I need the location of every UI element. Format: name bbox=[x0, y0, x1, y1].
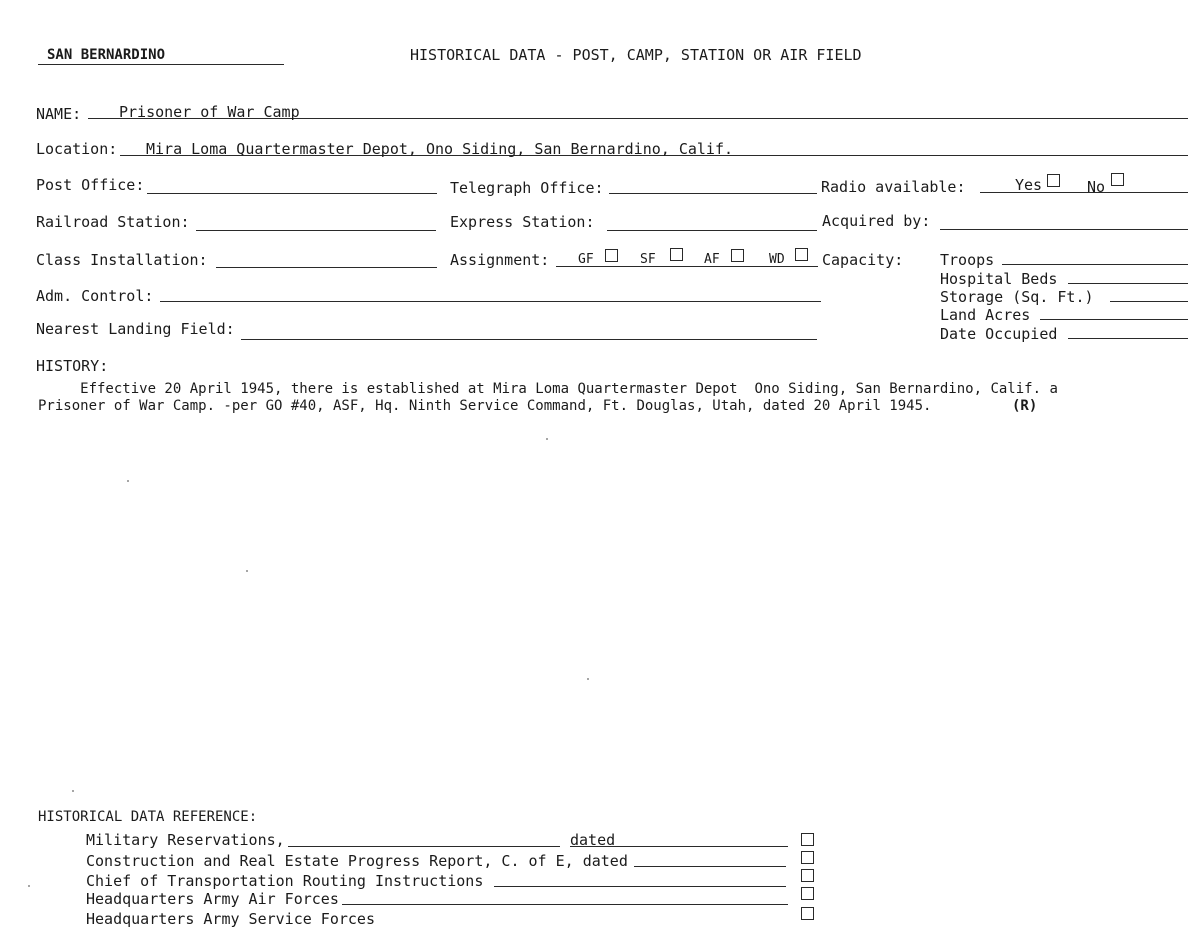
location-label: Location: bbox=[36, 140, 118, 158]
assign-wd-checkbox[interactable] bbox=[795, 248, 808, 261]
history-label: HISTORY: bbox=[36, 357, 109, 375]
ref-air-checkbox[interactable] bbox=[801, 887, 814, 900]
adm-control-line bbox=[160, 301, 821, 302]
ref-transport-checkbox[interactable] bbox=[801, 869, 814, 882]
assign-af-checkbox[interactable] bbox=[731, 249, 744, 262]
ref-transport-label: Chief of Transportation Routing Instructions bbox=[86, 872, 484, 890]
radio-yes-checkbox[interactable] bbox=[1047, 174, 1060, 187]
acquired-line bbox=[940, 229, 1188, 230]
express-line bbox=[607, 230, 817, 231]
name-value: Prisoner of War Camp bbox=[119, 103, 300, 121]
landing-field-line bbox=[241, 339, 817, 340]
landing-field-label: Nearest Landing Field: bbox=[36, 320, 235, 338]
assign-sf-checkbox[interactable] bbox=[670, 248, 683, 261]
post-office-line bbox=[147, 193, 437, 194]
assign-sf-label: SF bbox=[640, 252, 656, 267]
history-line-1: Effective 20 April 1945, there is established at Mira Loma Quartermaster Depot Ono Siding, San Bernardino, Calif. a bbox=[38, 381, 1058, 397]
assign-af-label: AF bbox=[704, 252, 720, 267]
location-value: Mira Loma Quartermaster Depot, Ono Siding, San Bernardino, Calif. bbox=[146, 140, 733, 158]
ref-air-label: Headquarters Army Air Forces bbox=[86, 890, 339, 908]
ref-air-line bbox=[342, 904, 788, 905]
radio-no-label: No bbox=[1087, 178, 1106, 196]
ref-military-label: Military Reservations, bbox=[86, 831, 285, 849]
ref-service-checkbox[interactable] bbox=[801, 907, 814, 920]
post-office-label: Post Office: bbox=[36, 176, 145, 194]
adm-control-label: Adm. Control: bbox=[36, 287, 154, 305]
assign-gf-checkbox[interactable] bbox=[605, 249, 618, 262]
ref-construction-line bbox=[634, 866, 786, 867]
capacity-troops-label: Troops bbox=[940, 251, 995, 269]
class-label: Class Installation: bbox=[36, 251, 208, 269]
class-line bbox=[216, 267, 437, 268]
reference-label: HISTORICAL DATA REFERENCE: bbox=[38, 809, 258, 825]
capacity-beds-line bbox=[1068, 283, 1188, 284]
ref-transport-line bbox=[494, 886, 786, 887]
assignment-label: Assignment: bbox=[450, 251, 550, 269]
capacity-date-line bbox=[1068, 338, 1188, 339]
ref-military-line bbox=[288, 846, 560, 847]
capacity-storage-label: Storage (Sq. Ft.) bbox=[940, 288, 1094, 306]
form-title: HISTORICAL DATA - POST, CAMP, STATION OR AIR FIELD bbox=[410, 46, 862, 64]
ref-military-dated: dated bbox=[570, 831, 616, 849]
ref-military-checkbox[interactable] bbox=[801, 833, 814, 846]
capacity-acres-line bbox=[1040, 319, 1188, 320]
capacity-label: Capacity: bbox=[822, 251, 904, 269]
assign-wd-label: WD bbox=[769, 252, 785, 267]
history-mark: (R) bbox=[1012, 398, 1038, 414]
ref-service-label: Headquarters Army Service Forces bbox=[86, 910, 375, 928]
capacity-storage-line bbox=[1110, 301, 1188, 302]
acquired-label: Acquired by: bbox=[822, 212, 931, 230]
ref-construction-checkbox[interactable] bbox=[801, 851, 814, 864]
history-line-2: Prisoner of War Camp. -per GO #40, ASF, Hq. Ninth Service Command, Ft. Douglas, Utah, dated 20 April 1945. bbox=[38, 398, 932, 414]
radio-label: Radio available: bbox=[821, 178, 966, 196]
capacity-troops-line bbox=[1002, 264, 1188, 265]
assign-gf-label: GF bbox=[578, 252, 594, 267]
station-name: SAN BERNARDINO bbox=[47, 47, 166, 63]
capacity-date-label: Date Occupied bbox=[940, 325, 1058, 343]
railroad-line bbox=[196, 230, 436, 231]
telegraph-line bbox=[609, 193, 817, 194]
capacity-acres-label: Land Acres bbox=[940, 306, 1031, 324]
radio-line bbox=[980, 192, 1188, 193]
express-label: Express Station: bbox=[450, 213, 595, 231]
ref-construction-label: Construction and Real Estate Progress Report, C. of E, dated bbox=[86, 852, 628, 870]
ref-military-dated-line bbox=[570, 846, 788, 847]
capacity-beds-label: Hospital Beds bbox=[940, 270, 1058, 288]
radio-no-checkbox[interactable] bbox=[1111, 173, 1124, 186]
railroad-label: Railroad Station: bbox=[36, 213, 190, 231]
radio-yes-label: Yes bbox=[1015, 176, 1043, 194]
station-underline bbox=[38, 64, 284, 65]
name-label: NAME: bbox=[36, 105, 82, 123]
telegraph-label: Telegraph Office: bbox=[450, 179, 604, 197]
